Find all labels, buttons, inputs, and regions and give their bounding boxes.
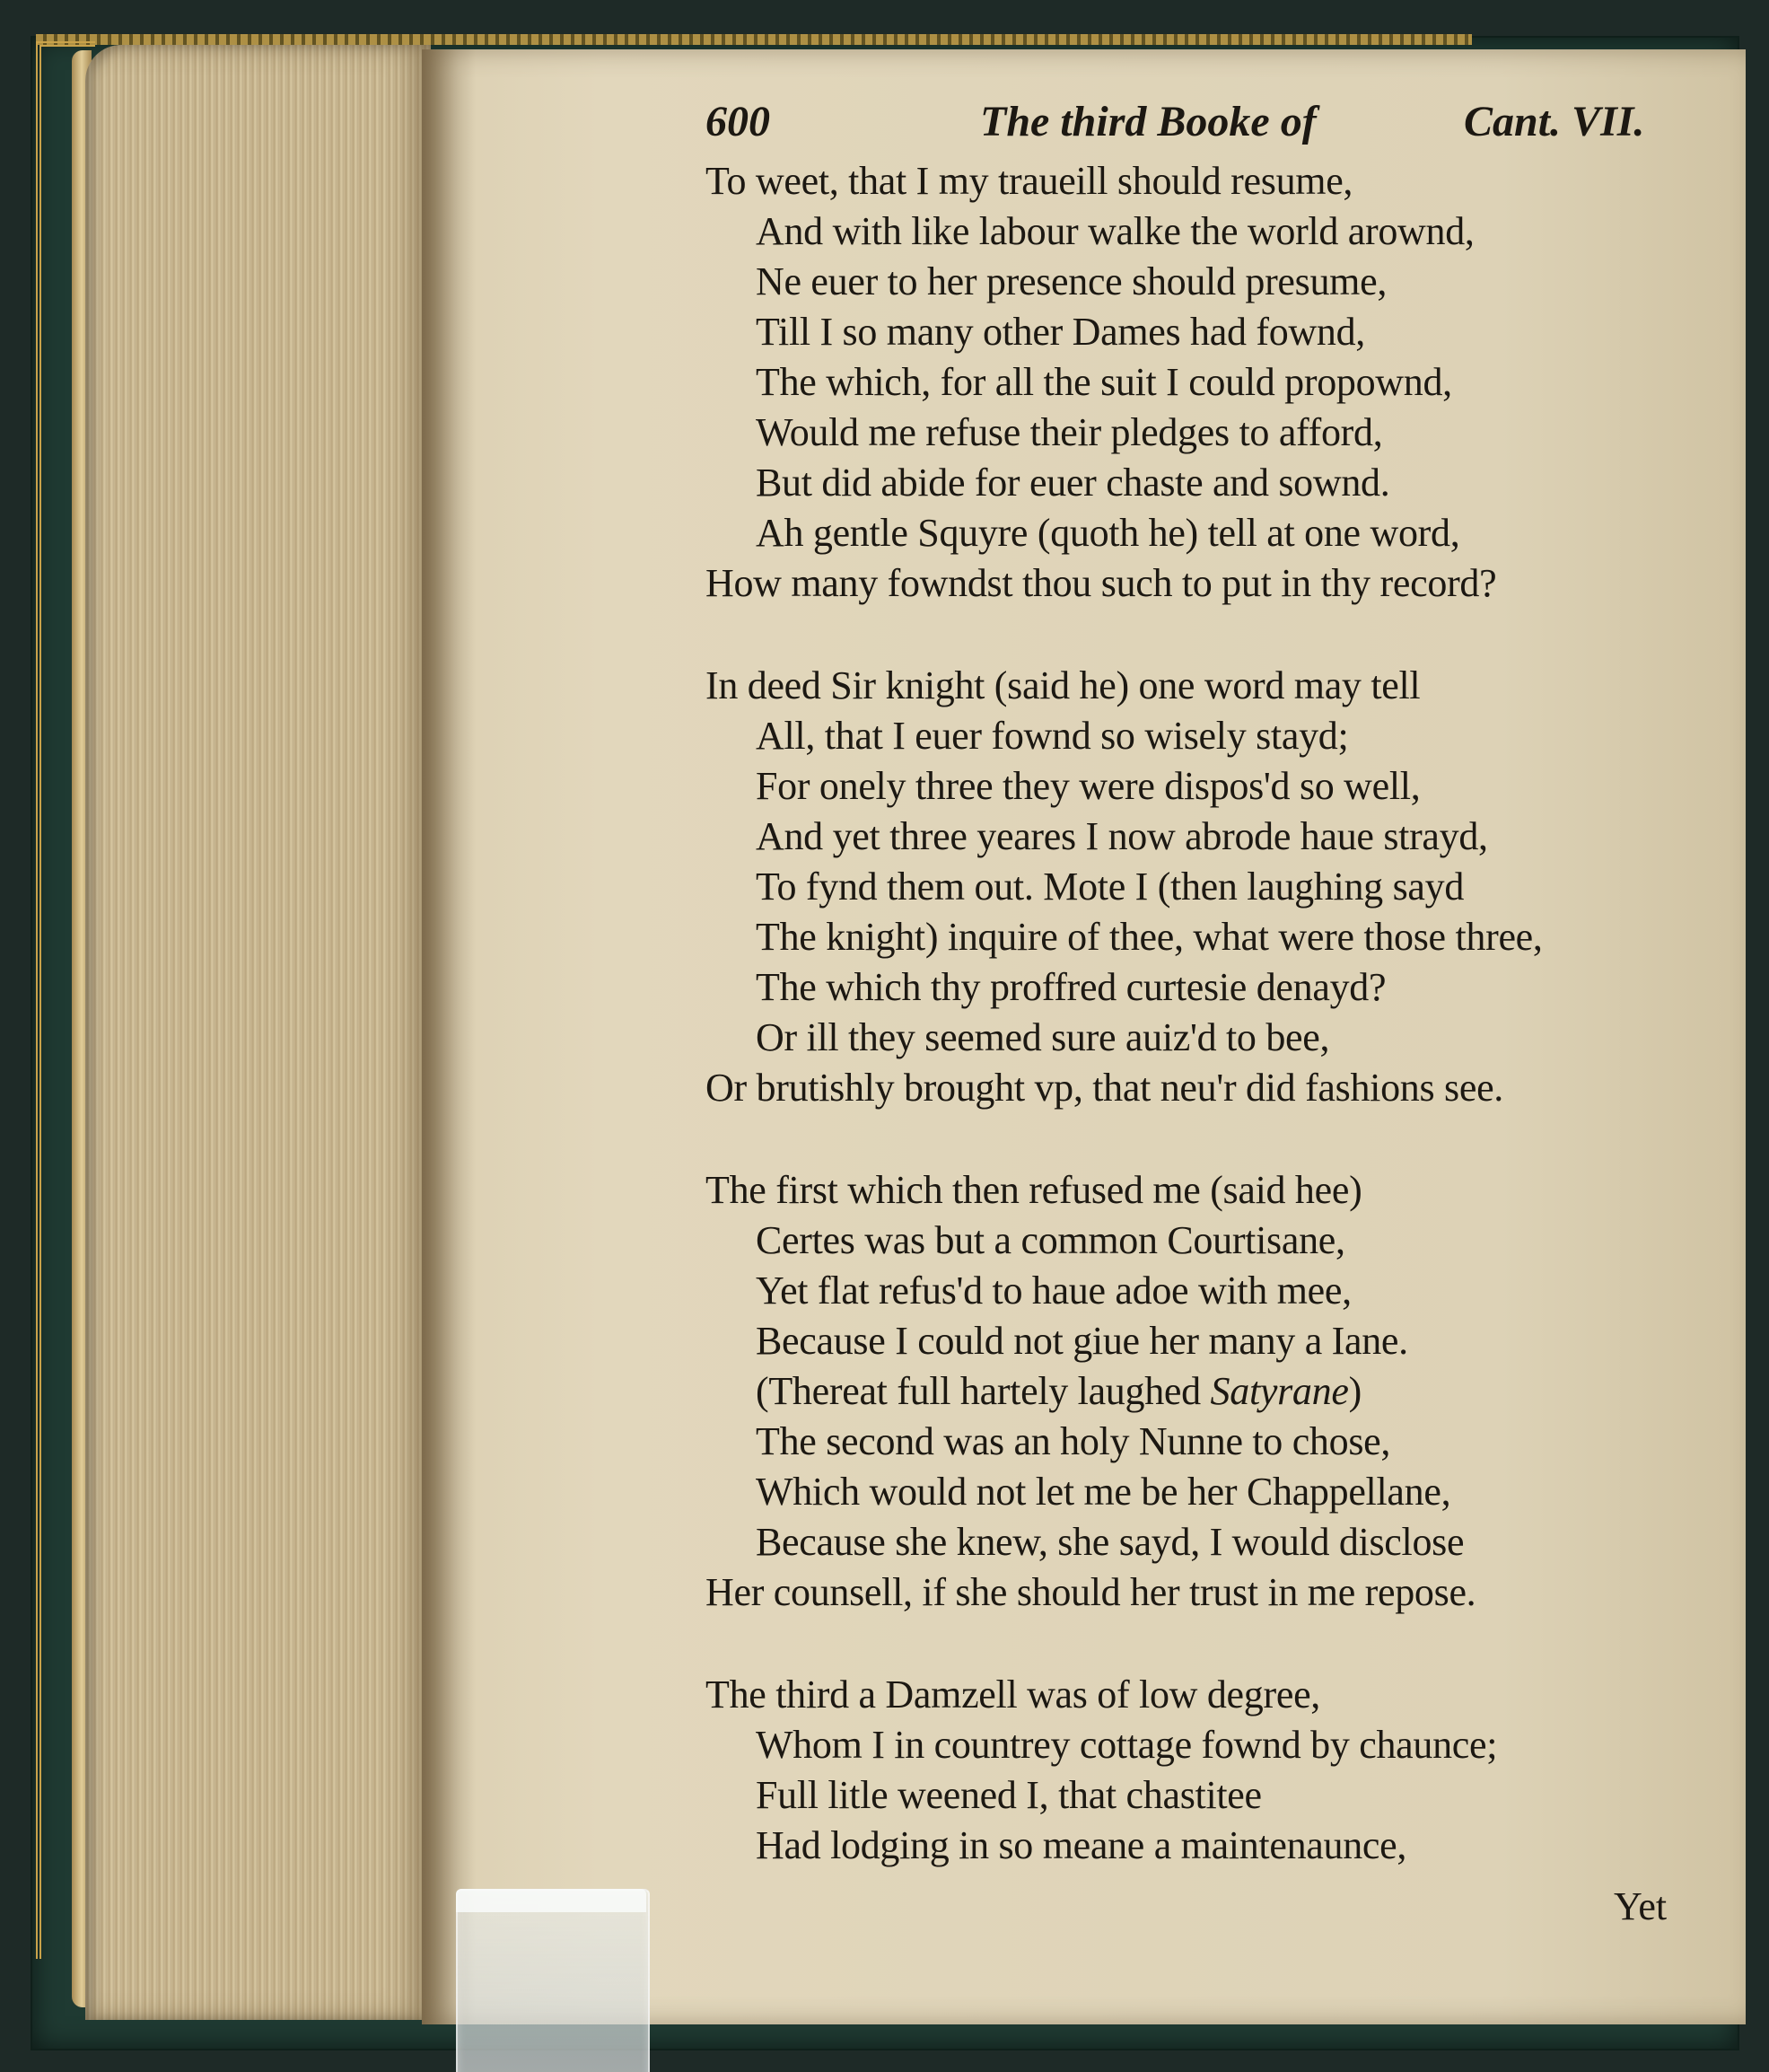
book-support-acrylic <box>456 1889 650 2072</box>
verse-line: Or ill they seemed sure auiz'd to bee, <box>756 1015 1330 1059</box>
verse-line: The first which then refused me (said hee) <box>705 1168 1362 1212</box>
verse-text: (Thereat full hartely laughed <box>756 1369 1211 1413</box>
verse-line: Or brutishly brought vp, that neu'r did fashions see. <box>705 1066 1504 1110</box>
verse-line: In deed Sir knight (said he) one word may tell <box>705 663 1421 707</box>
verse-line: Because she knew, she sayd, I would disclose <box>756 1520 1465 1564</box>
verse-line: The knight) inquire of thee, what were those three, <box>756 915 1543 959</box>
gilt-tooling-top <box>36 34 1472 45</box>
stanza-4 <box>705 1670 1693 1871</box>
verse-line: And with like labour walke the world arownd, <box>756 209 1475 253</box>
verse-line: Whom I in countrey cottage fownd by chaunce; <box>756 1723 1498 1767</box>
verse-line: Ne euer to her presence should presume, <box>756 259 1388 303</box>
verse-line: Yet flat refus'd to haue adoe with mee, <box>756 1269 1352 1313</box>
verse-line: How many fowndst thou such to put in thy record? <box>705 561 1497 605</box>
verse-line: Which would not let me be her Chappellane, <box>756 1470 1451 1514</box>
verse-line: The which thy proffred curtesie denayd? <box>756 965 1387 1009</box>
verse-line: Till I so many other Dames had fownd, <box>756 310 1365 354</box>
gutter-shadow <box>422 49 476 2024</box>
verse-line: And yet three yeares I now abrode haue strayd, <box>756 814 1488 858</box>
verse-line: Would me refuse their pledges to afford, <box>756 410 1383 454</box>
verse-line: The which, for all the suit I could propownd, <box>756 360 1452 404</box>
verse-line <box>705 1366 1693 1417</box>
verse-line: For onely three they were dispos'd so well, <box>756 764 1421 808</box>
stanza-1 <box>705 156 1693 609</box>
verse-line: The second was an holy Nunne to chose, <box>756 1419 1391 1463</box>
page-number: 600 <box>705 98 770 145</box>
verse-line: Ah gentle Squyre (quoth he) tell at one word, <box>756 511 1460 555</box>
running-header <box>705 97 1693 151</box>
verse-line: Full litle weened I, that chastitee <box>756 1773 1262 1817</box>
verse-line: The third a Damzell was of low degree, <box>705 1673 1320 1716</box>
stanza-3 <box>705 1165 1693 1618</box>
italic-name: Satyrane <box>1210 1369 1349 1413</box>
verse-line: Had lodging in so meane a maintenaunce, <box>756 1823 1407 1867</box>
canto-label: Cant. VII. <box>1464 98 1645 145</box>
verse-line: Her counsell, if she should her trust in me repose. <box>705 1570 1476 1614</box>
text-column <box>705 97 1693 1871</box>
verse-line: To weet, that I my traueill should resume, <box>705 159 1353 203</box>
closing-paren: ) <box>1348 1369 1362 1413</box>
verse-line: To fynd them out. Mote I (then laughing sayd <box>756 865 1465 909</box>
running-title: The third Booke of <box>980 98 1317 145</box>
book-support-top-edge <box>456 1889 646 1912</box>
left-page-block <box>85 45 431 2020</box>
verse-line: All, that I euer fownd so wisely stayd; <box>756 714 1349 758</box>
verse-line: Because I could not giue her many a Iane. <box>756 1319 1408 1363</box>
verse-line: But did abide for euer chaste and sownd. <box>756 461 1390 505</box>
stanza-2 <box>705 661 1693 1113</box>
catchword: Yet <box>1614 1884 1668 1928</box>
verse-line: Certes was but a common Courtisane, <box>756 1218 1345 1262</box>
